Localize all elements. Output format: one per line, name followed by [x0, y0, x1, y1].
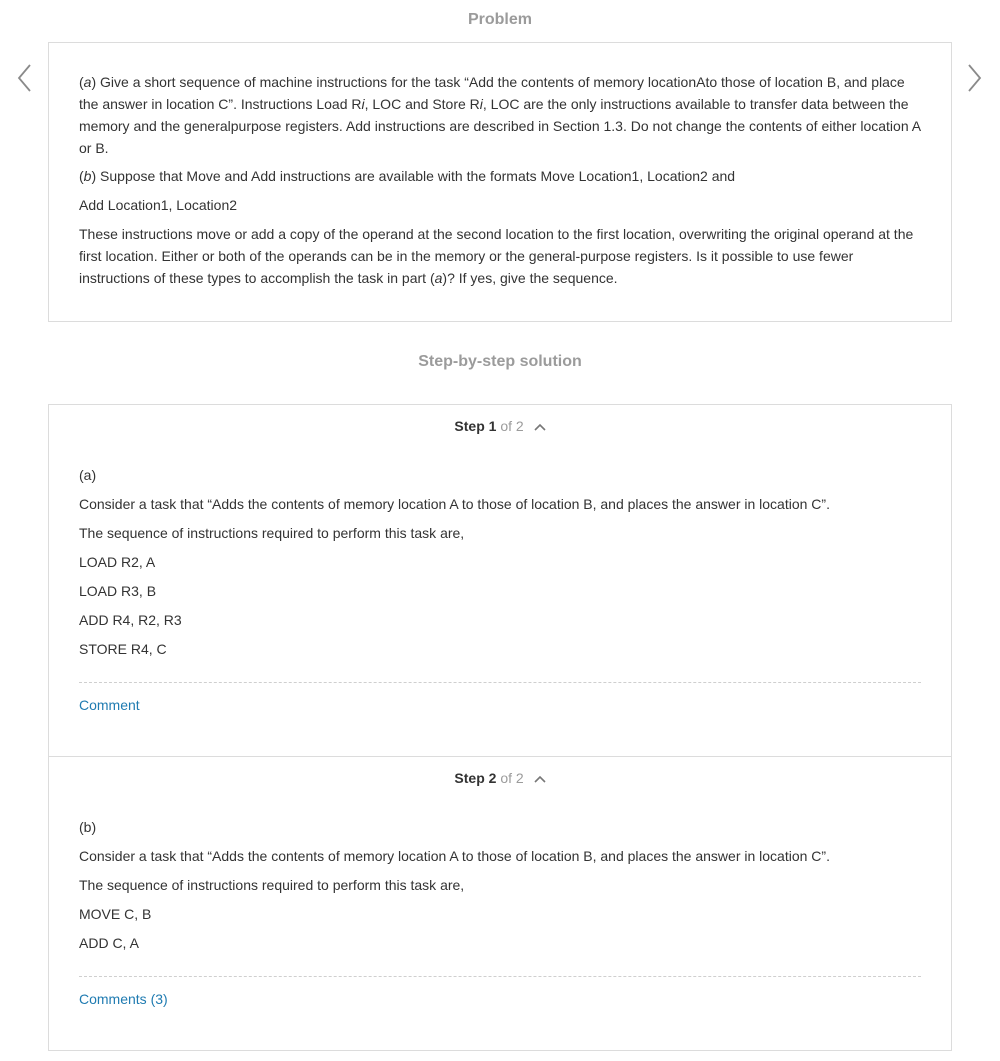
step-2-intro: The sequence of instructions required to perform this task are, — [79, 877, 465, 893]
problem-part-b: (b) Suppose that Move and Add instructions are available with the formats Move Location1, Location2 and — [79, 168, 736, 184]
step-2-card — [48, 756, 952, 1051]
chevron-up-icon[interactable] — [534, 769, 546, 787]
step-2-comments-link[interactable]: Comments (3) — [79, 991, 168, 1007]
chevron-up-icon[interactable] — [534, 417, 546, 435]
step-1-intro: The sequence of instructions required to perform this task are, — [79, 525, 465, 541]
instruction-line: ADD R4, R2, R3 — [79, 612, 182, 628]
instruction-line: ADD C, A — [79, 935, 139, 951]
step-1-part: (a) — [79, 467, 97, 483]
step-1-count: of 2 — [500, 418, 524, 434]
problem-card — [48, 42, 952, 322]
step-2-divider — [79, 976, 921, 977]
step-1-label: Step 1 — [454, 418, 497, 434]
chevron-left-icon[interactable] — [15, 63, 35, 93]
chevron-right-icon[interactable] — [964, 63, 984, 93]
problem-instruction-description: These instructions move or add a copy of the operand at the second location to the first location, overwriting the original operand at the first location. Either or both of the operands can be in the memory or the general-purpose registers. Is it possible to use fewer instructions of these types to accomplish the task in part (a)? If yes, give the sequence. — [79, 226, 914, 286]
problem-add-format: Add Location1, Location2 — [79, 197, 238, 213]
problem-part-a: (a) Give a short sequence of machine instructions for the task “Add the contents of memory locationAto those of location B, and place the answer in location C”. Instructions Load Ri, LOC and Store Ri, LOC are the only instructions available to transfer data between the memory and the generalpurpose registers. Add instructions are described in Section 1.3. Do not change the contents of either location A or B. — [79, 74, 921, 156]
step-2-count: of 2 — [500, 770, 524, 786]
step-2-task: Consider a task that “Adds the contents of memory location A to those of location B, and places the answer in location C”. — [79, 848, 830, 864]
step-1-card — [48, 404, 952, 757]
instruction-line: LOAD R3, B — [79, 583, 157, 599]
step-1-header[interactable] — [49, 417, 951, 435]
step-2-part: (b) — [79, 819, 97, 835]
step-2-label: Step 2 — [454, 770, 497, 786]
solution-title: Step-by-step solution — [418, 353, 582, 370]
instruction-line: MOVE C, B — [79, 906, 152, 922]
instruction-line: STORE R4, C — [79, 641, 167, 657]
step-1-comment-link[interactable]: Comment — [79, 697, 140, 713]
step-1-task: Consider a task that “Adds the contents of memory location A to those of location B, and places the answer in location C”. — [79, 496, 830, 512]
step-2-header[interactable] — [49, 769, 951, 787]
problem-title: Problem — [467, 11, 532, 28]
step-1-divider — [79, 682, 921, 683]
instruction-line: LOAD R2, A — [79, 554, 156, 570]
